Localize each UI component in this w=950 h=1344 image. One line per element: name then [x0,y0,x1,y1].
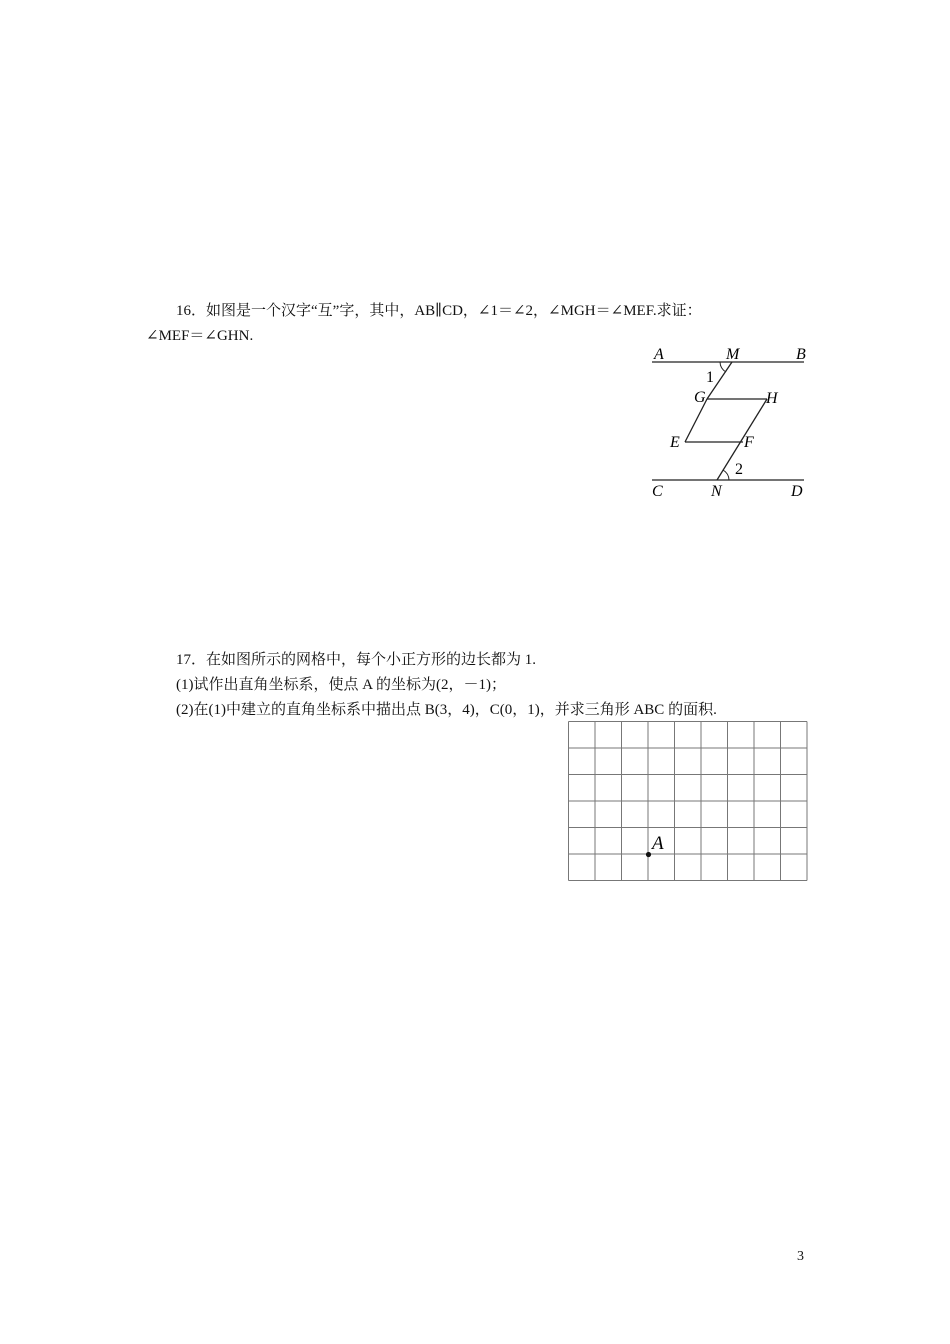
angle-1-arc [720,362,726,372]
problem-17-text-line2: (1)试作出直角坐标系，使点 A 的坐标为(2，－1)； [176,677,506,693]
label-b: B [796,346,806,363]
problem-16-text-line1: 16．如图是一个汉字“互”字，其中，AB∥CD，∠1＝∠2，∠MGH＝∠MEF.求证： [176,303,702,319]
label-d: D [791,483,803,500]
coordinate-grid-figure [566,720,810,884]
hu-character-figure [640,340,820,505]
label-h: H [766,390,778,407]
label-angle-1: 1 [706,369,714,386]
problem-17-text-line3: (2)在(1)中建立的直角坐标系中描出点 B(3，4)，C(0，1)，并求三角形 ABC 的面积. [176,702,717,718]
label-c: C [652,483,663,500]
label-e: E [670,434,680,451]
label-a: A [654,346,664,363]
label-point-a: A [652,833,664,854]
label-m: M [726,346,740,363]
angle-2-arc [723,470,729,480]
label-g: G [694,389,706,406]
label-n: N [711,483,722,500]
grid-lines [569,722,808,881]
page-number: 3 [797,1249,804,1264]
point-a-dot [646,852,651,857]
problem-16-text-line2: ∠MEF＝∠GHN. [146,328,254,344]
label-angle-2: 2 [735,461,743,478]
problem-17-text-line1: 17．在如图所示的网格中，每个小正方形的边长都为 1. [176,652,537,668]
label-f: F [744,434,754,451]
